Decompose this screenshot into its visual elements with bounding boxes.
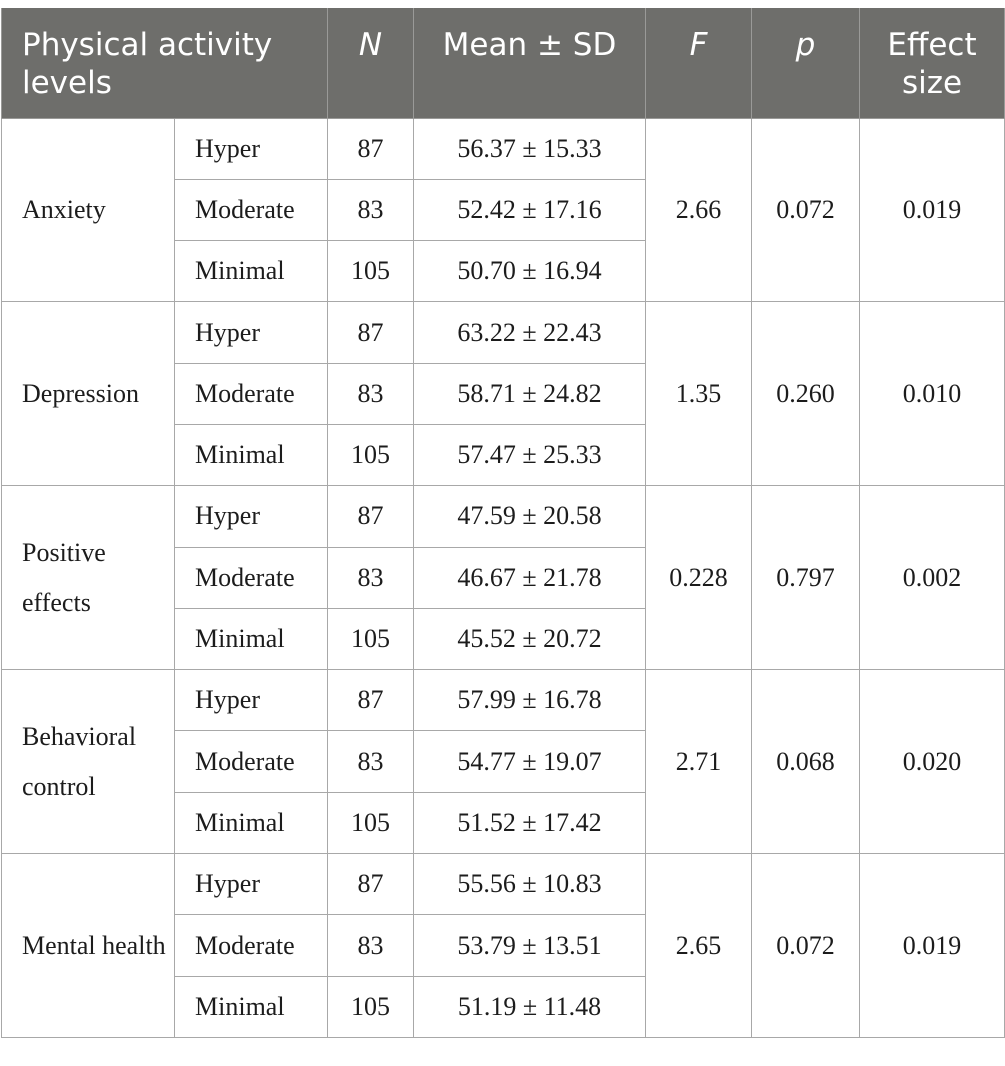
mean-sd-cell: 55.56 ± 10.83 [414,854,646,915]
n-cell: 105 [328,424,414,485]
f-cell: 2.71 [646,670,752,854]
p-cell: 0.072 [752,854,860,1038]
header-mean-sd: Mean ± SD [414,8,646,118]
mean-sd-cell: 54.77 ± 19.07 [414,731,646,792]
n-cell: 83 [328,915,414,976]
mean-sd-cell: 46.67 ± 21.78 [414,547,646,608]
f-cell: 2.65 [646,854,752,1038]
activity-level-cell: Moderate [175,179,328,240]
header-n: N [328,8,414,118]
n-cell: 87 [328,486,414,547]
mean-sd-cell: 47.59 ± 20.58 [414,486,646,547]
n-cell: 105 [328,792,414,853]
n-cell: 83 [328,363,414,424]
effect-size-cell: 0.010 [860,302,1005,486]
activity-level-cell: Moderate [175,363,328,424]
p-cell: 0.068 [752,670,860,854]
n-cell: 105 [328,241,414,302]
variable-cell: Depression [2,302,175,486]
activity-level-cell: Minimal [175,608,328,669]
n-cell: 83 [328,179,414,240]
variable-cell: Anxiety [2,118,175,302]
mean-sd-cell: 56.37 ± 15.33 [414,118,646,179]
activity-level-cell: Moderate [175,547,328,608]
n-cell: 87 [328,118,414,179]
activity-level-cell: Hyper [175,302,328,363]
table-row [2,854,1005,915]
header-activity-levels: Physical activity levels [2,8,328,118]
p-cell: 0.072 [752,118,860,302]
mean-sd-cell: 45.52 ± 20.72 [414,608,646,669]
n-cell: 87 [328,854,414,915]
header-p: p [752,8,860,118]
activity-level-cell: Minimal [175,424,328,485]
effect-size-cell: 0.002 [860,486,1005,670]
n-cell: 105 [328,608,414,669]
mean-sd-cell: 51.19 ± 11.48 [414,976,646,1037]
mean-sd-cell: 58.71 ± 24.82 [414,363,646,424]
mean-sd-cell: 52.42 ± 17.16 [414,179,646,240]
mean-sd-cell: 57.47 ± 25.33 [414,424,646,485]
f-cell: 0.228 [646,486,752,670]
variable-cell: Mental health [2,854,175,1038]
effect-size-cell: 0.019 [860,854,1005,1038]
table-row [2,302,1005,363]
n-cell: 87 [328,302,414,363]
activity-level-cell: Minimal [175,241,328,302]
variable-cell: Positive effects [2,486,175,670]
header-f: F [646,8,752,118]
n-cell: 83 [328,547,414,608]
activity-level-cell: Hyper [175,854,328,915]
p-cell: 0.797 [752,486,860,670]
activity-level-cell: Moderate [175,731,328,792]
results-table [1,8,1005,1038]
table-row [2,118,1005,179]
n-cell: 83 [328,731,414,792]
effect-size-cell: 0.020 [860,670,1005,854]
activity-level-cell: Minimal [175,792,328,853]
p-cell: 0.260 [752,302,860,486]
n-cell: 87 [328,670,414,731]
table-body [2,118,1005,1037]
f-cell: 1.35 [646,302,752,486]
activity-level-cell: Hyper [175,670,328,731]
mean-sd-cell: 51.52 ± 17.42 [414,792,646,853]
activity-level-cell: Minimal [175,976,328,1037]
activity-level-cell: Hyper [175,486,328,547]
n-cell: 105 [328,976,414,1037]
table-row [2,486,1005,547]
mean-sd-cell: 53.79 ± 13.51 [414,915,646,976]
header-row [2,8,1005,118]
variable-cell: Behavioral control [2,670,175,854]
header-effect-size: Effect size [860,8,1005,118]
table-row [2,670,1005,731]
activity-level-cell: Moderate [175,915,328,976]
effect-size-cell: 0.019 [860,118,1005,302]
activity-level-cell: Hyper [175,118,328,179]
f-cell: 2.66 [646,118,752,302]
mean-sd-cell: 57.99 ± 16.78 [414,670,646,731]
mean-sd-cell: 50.70 ± 16.94 [414,241,646,302]
mean-sd-cell: 63.22 ± 22.43 [414,302,646,363]
table-header [2,8,1005,118]
